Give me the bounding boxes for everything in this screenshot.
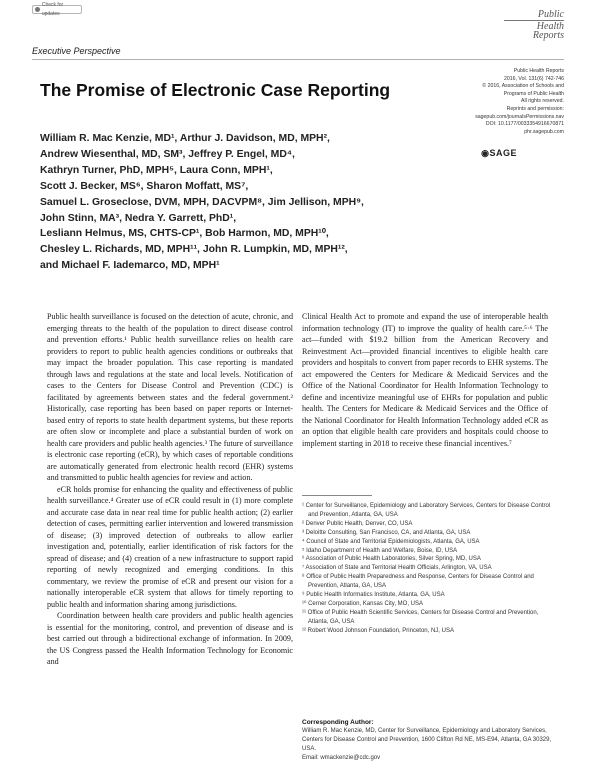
body-paragraph: Coordination between health care providers and public health agencies is essential for the monitoring, control, and prevention of disease and is best carried out through a bidirectional exchange of information. In 2009, the US Congress passed the Health Information Technology for Economic and <box>47 611 293 666</box>
affiliation-item: ¹ Center for Surveillance, Epidemiology and Laboratory Services, Centers for Disease Control and Prevention, Atlanta, GA, USA <box>302 503 551 518</box>
pubinfo-line: Programs of Public Health <box>503 90 564 97</box>
author-line: Andrew Wiesenthal, MD, SM³, Jeffrey P. Engel, MD⁴, <box>40 148 295 160</box>
affiliation-item: ⁹ Public Health Informatics Institute, Atlanta, GA, USA <box>302 592 445 599</box>
body-paragraph: Public health surveillance is focused on the detection of acute, chronic, and emerging threats to the health of the population to direct disease control and prevention efforts.¹ Public health surveillance relies on health care providers to report to public health agencies conditions or outbreaks that may impact the broader population. This case reporting is mandated through laws and regulations at the state and local levels. Notification of cases to the Centers for Disease Control and Prevention (CDC) is facilitated by agreements between states and the federal government.² Historically, case reporting has been based on paper reports or Internet-based entry of reports to state health department systems, but these reports are often slow or incomplete and place a substantial burden of work on health care providers and public health agencies.³ The future of surveillance is electronic case reporting (eCR), by which cases of reportable conditions are automatically generated from electronic health record (EHR) systems and transmitted to public health agencies for review and action. <box>47 312 293 482</box>
author-line: Scott J. Becker, MS⁶, Sharon Moffatt, MS⁷, <box>40 180 249 192</box>
affiliation-list <box>302 502 552 636</box>
journal-site-link[interactable]: phr.sagepub.com <box>524 128 564 135</box>
badge-label: Check for updates <box>41 1 64 17</box>
logo-line-1: Public <box>537 9 564 20</box>
pubinfo-line: 2016, Vol. 131(6) 742-746 <box>504 75 564 82</box>
author-line: and Michael F. Iademarco, MD, MPH¹ <box>40 260 220 272</box>
publication-info <box>434 68 564 136</box>
body-column-right <box>302 311 548 449</box>
publisher-logo <box>481 148 517 159</box>
footnote-divider <box>302 495 372 496</box>
section-label: Executive Perspective <box>32 46 121 56</box>
logo-line-3: Reports <box>532 30 564 41</box>
publisher-name: SAGE <box>489 148 517 158</box>
author-line: Chesley L. Richards, MD, MPH¹¹, John R. Lumpkin, MD, MPH¹², <box>40 244 348 256</box>
body-paragraph: eCR holds promise for enhancing the quality and effectiveness of public health surveillance.⁴ Greater use of eCR could result in (1) more complete and accurate case data in near real time for public health action; (2) earlier detection of cases, permitting earlier intervention and lowered transmission of disease; (3) improved detection of outbreaks to allow earlier investigation and, potentially, earlier identification of risk factors for the spread of disease; and (4) creation of a new infrastructure to support rapid reporting of newly recognized and emerging conditions. In this commentary, we review the promise of eCR and present our vision for a nationally interoperable eCR system that allows for timely reporting to public health and information sharing among jurisdictions. <box>47 484 293 609</box>
affiliation-item: ¹² Robert Wood Johnson Foundation, Princeton, NJ, USA <box>302 627 454 634</box>
affiliation-item: ³ Deloitte Consulting, San Francisco, CA, and Atlanta, GA, USA <box>302 529 471 536</box>
logo-line-2: Health <box>536 21 564 32</box>
doi-link[interactable]: DOI: 10.1177/0033354916670871 <box>485 121 564 128</box>
author-line: Samuel L. Groseclose, DVM, MPH, DACVPM⁸, Jim Jellison, MPH⁹, <box>40 196 364 208</box>
body-paragraph: Clinical Health Act to promote and expand the use of interoperable health information technology (IT) to improve the quality of health care.⁵·⁶ The act—funded with $19.2 billion from the American Recovery and Reinvestment Act—provided financial incentives to eligible health care providers and hospitals to convert from paper records to EHR systems. The act empowered the Centers for Medicare & Medicaid Services and the Office of the National Coordinator for Health Information Technology to define and incentivize meaningful use of EHRs for population and public health. The Centers for Medicare & Medicaid Services and the Office of the National Coordinator for Health Information Technology added eCR as an option that eligible health care providers and hospitals could choose to implement starting in 2018 to receive these financial incentives.⁷ <box>302 312 548 448</box>
affiliation-item: ² Denver Public Health, Denver, CO, USA <box>302 520 413 527</box>
updates-icon <box>35 7 40 12</box>
corresponding-heading: Corresponding Author: <box>302 719 374 726</box>
pubinfo-line[interactable]: Reprints and permission: <box>506 105 564 112</box>
author-list <box>40 131 420 274</box>
check-for-updates-badge[interactable] <box>32 1 82 17</box>
corresponding-email[interactable]: Email: wmackenzie@cdc.gov <box>302 755 381 761</box>
corresponding-author <box>302 718 552 763</box>
pubinfo-line: © 2016, Association of Schools and <box>482 83 564 90</box>
affiliation-item: ⁸ Office of Public Health Preparedness and Response, Centers for Disease Control and Prevention, Atlanta, GA, USA <box>302 574 534 590</box>
article-title: The Promise of Electronic Case Reporting <box>40 80 391 100</box>
header-divider <box>32 59 564 60</box>
affiliation-item: ⁵ Idaho Department of Health and Welfare, Boise, ID, USA <box>302 547 458 554</box>
author-line: John Stinn, MA³, Nedra Y. Garrett, PhD¹, <box>40 212 237 224</box>
author-line: Lesliann Helmus, MS, CHTS-CP¹, Bob Harmon, MD, MPH¹⁰, <box>40 228 329 240</box>
journal-logo <box>504 10 564 40</box>
pubinfo-line: Public Health Reports <box>513 68 564 74</box>
sage-icon: ◉ <box>481 148 490 158</box>
affiliation-item: ¹¹ Office of Public Health Scientific Services, Centers for Disease Control and Prevention, Atlanta, GA, USA <box>302 609 539 625</box>
author-line: Kathryn Turner, PhD, MPH⁵, Laura Conn, MPH¹, <box>40 164 273 176</box>
pubinfo-link[interactable]: sagepub.com/journalsPermissions.nav <box>475 113 564 120</box>
affiliation-item: ⁷ Association of State and Territorial Health Officials, Arlington, VA, USA <box>302 565 492 572</box>
affiliation-item: ⁶ Association of Public Health Laboratories, Silver Spring, MD, USA <box>302 556 481 563</box>
corresponding-address: William R. Mac Kenzie, MD, Center for Surveillance, Epidemiology and Laboratory Services, Centers for Disease Control and Prevention, 1600 Clifton Rd NE, MS-E94, Atlanta, GA 30329, USA. <box>302 728 552 752</box>
pubinfo-line: All rights reserved. <box>521 98 564 105</box>
affiliation-item: ⁴ Council of State and Territorial Epidemiologists, Atlanta, GA, USA <box>302 538 480 545</box>
affiliation-item: ¹⁰ Cerner Corporation, Kansas City, MO, USA <box>302 600 423 607</box>
body-column-left <box>47 311 293 668</box>
author-line: William R. Mac Kenzie, MD¹, Arthur J. Davidson, MD, MPH², <box>40 133 330 144</box>
